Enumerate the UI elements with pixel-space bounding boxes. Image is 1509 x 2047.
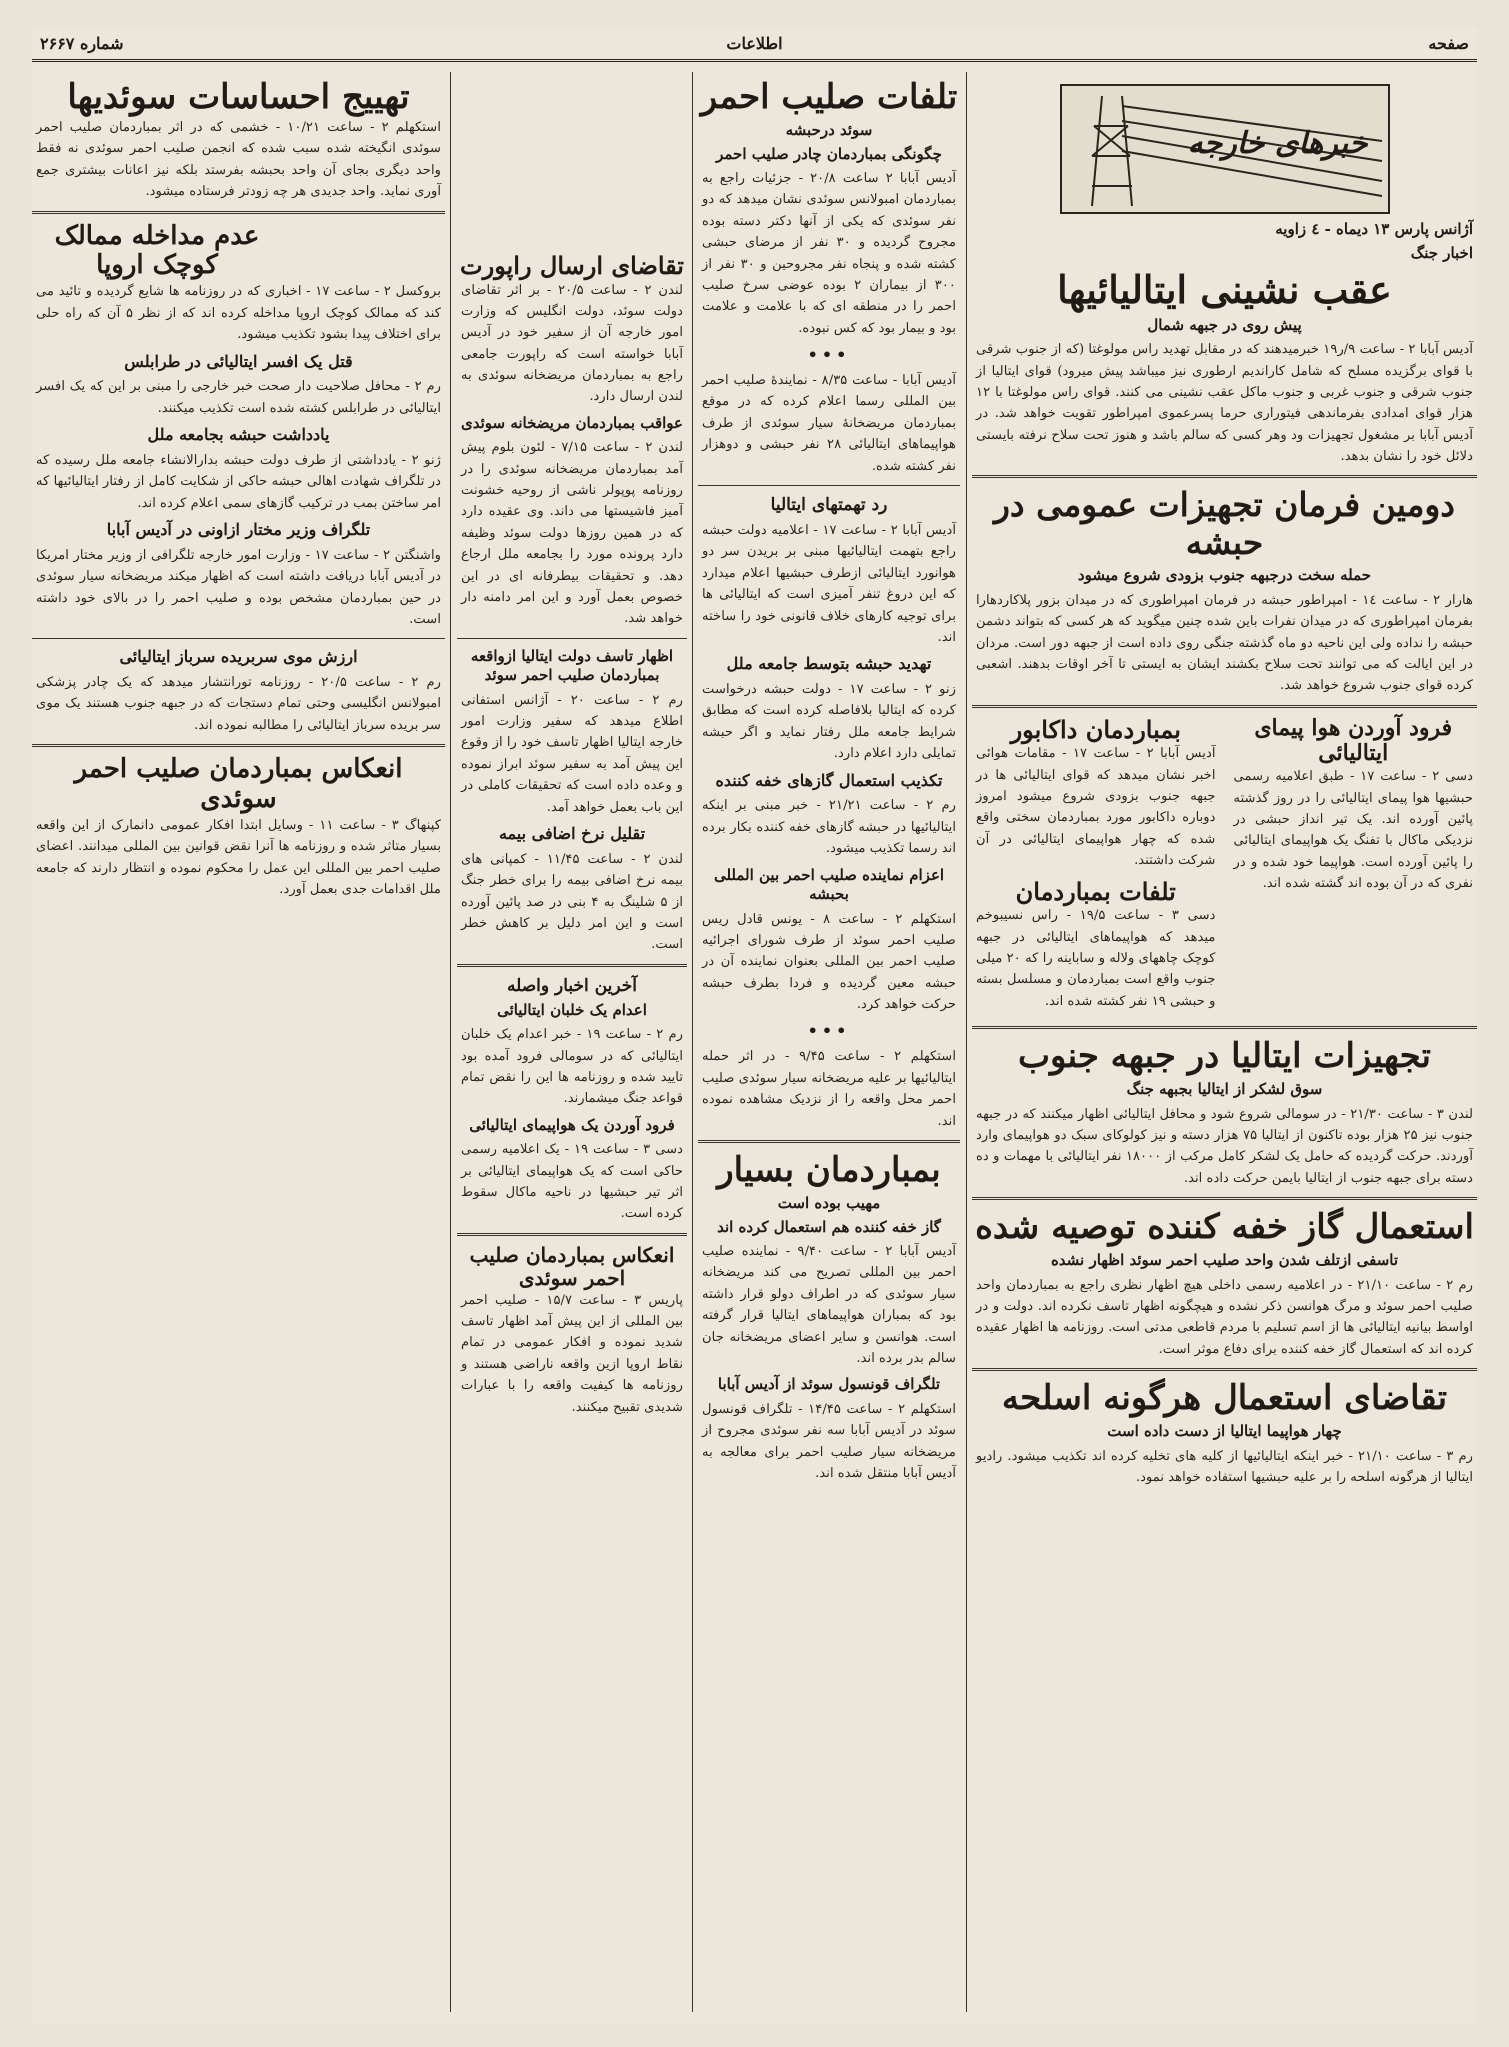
article-body: رم ۲ - ساعت ۲۰ - آژانس استفانی اطلاع میدهد که سفیر وزارت امور خارجه ایتالیا اظهار تاسف خود را از وقوع این پیش آمد به سفیر سوئد ابراز نموده و وعده داده است که تحقیقات کاملی در این باب بعمل خواهد آمد. <box>461 692 683 815</box>
headline: یادداشت حبشه بجامعه ملل <box>147 425 330 445</box>
headline: دومین فرمان تجهیزات عمومی در حبشه <box>993 485 1456 563</box>
headline: تهدید حبشه بتوسط جامعه ملل <box>726 654 932 674</box>
subheadline: سوئد درحبشه <box>785 121 873 140</box>
article-body: پاریس ۳ - ساعت ۱۵/۷ - صلیب احمر بین المللی از این پیش آمد اظهار تاسف شدید نموده و افکار عمومی در تمام نقاط اروپا ازین واقعه ناراضی هستند و روزنامه ها کیفیت واقعه را با عبارات شدیدی تقبیح میکنند. <box>461 1292 683 1415</box>
article-body: رم ۲ - ساعت ۲۱/۱۰ - در اعلامیه رسمی داخلی هیچ اظهار نظری راجع به بمباردمان واحد صلیب احمر سوئد و مرگ هوانسن ذکر نشده و هیچگونه اظهار تاسف نکرده اند. دولت و در اواسط بیانیه ایتالیائی ها از اسم تسلیم با مردم قاطعی مدتی است. روزنامه ها اظهار عقیده کرده اند که استعمال گاز خفه کننده برای دفاع موثر است. <box>976 1277 1473 1357</box>
divider <box>972 705 1477 708</box>
divider <box>457 638 687 639</box>
article-body: استکهلم ۲ - ساعت ۸ - یونس قادل ریس صلیب احمر سوئد از طرف شورای اجرائیه صلیب احمر بین المللی بعنوان نماینده آن در حبشه معین گردیده و فردا بطرف حبشه حرکت خواهد کرد. <box>702 911 956 1013</box>
headline: عدم مداخله ممالک کوچک اروپا <box>54 220 260 281</box>
headline: تقلیل نرخ اضافی بیمه <box>498 823 646 843</box>
headline: تلفات صلیب احمر <box>700 77 958 117</box>
subheadline: تاسفی ازتلف شدن واحد صلیب احمر سوئد اظهار نشده <box>1050 1251 1399 1270</box>
divider <box>972 1368 1477 1371</box>
article-body: لندن ۳ - ساعت ۲۱/۳۰ - در سومالی شروع شود و محافل ایتالیائی اظهار میکنند که در جبهه جنوب نیز ۲۵ هزار بوده تاکنون از ایتالیا ۷۵ هزار دسته و نیز کولوکای سبک دو هواپیمای وارد آوردند. حرکت گردیده که حامل یک لشکر کامل مرکب از ۱۸۰۰۰ نفر ایتالیائی با مهمات و ده دسته برای جبهه جنوب از ایتالیا بایمن حرکت داده اند. <box>976 1106 1474 1186</box>
article-body: کپنهاگ ۳ - ساعت ۱۱ - وسایل ابتدا افکار عمومی دانمارک از این واقعه بسیار متاثر شده و روزنامه ها آنرا نقض قوانین بین المللی میدانند. اعضای صلیب احمر بین المللی این عمل را محکوم نموده و انتظار دارند که جامعه ملل اقدامات جدی بعمل آورد. <box>36 817 441 898</box>
article-body: آدیس آبابا ۲ - ساعت ۹/ر۱۹ خبرمیدهند که در مقابل تهدید راس مولوغتا (که از جنوب شرقی با قوای برگزیده مسلح که شامل کاراندیم ارطوری نیز میباشد پیش میرود) قوای ایتالیا از جنوب شرقی و جنوب غربی و جنوب ماکل عقب نشینی می کنند. قوای راس مولوغتا با ۱۲ هزار قوای امدادی بفرماندهی فیتوراری حرما پسرعموی امپراطور تقویت خواهد شد. در آدیس آبابا بر مشغول تجهیزات ود وهر کسی که سالم باشد و هنوز تحت سلاح نرفته بایستی دلائل خود را نشان بدهد. <box>976 342 1474 465</box>
headline: اعزام نماینده صلیب احمر بین المللی بحبشه <box>713 865 945 904</box>
subheadline: چهار هواپیما ایتالیا از دست داده است <box>1107 1422 1342 1441</box>
headline: تهییج احساسات سوئدیها <box>67 77 410 117</box>
headline: تجهیزات ایتالیا در جبهه جنوب <box>1018 1036 1431 1076</box>
spacer <box>457 72 687 252</box>
subheadline: حمله سخت درجبهه جنوب بزودی شروع میشود <box>1077 566 1372 585</box>
headline: آخرین اخبار واصله <box>507 975 637 996</box>
article-body: رم ۲ - ساعت ۲۰/۵ - روزنامه تورانتشار میدهد که یک چادر پزشکی امبولانس انگلیسی وحتی تمام دستجات که در جبهه جنوب هستند یک موی سر بریده سرباز ایتالیائی را مطالبه نموده اند. <box>36 675 441 733</box>
column-rule <box>692 72 693 2012</box>
headline: تقاضای استعمال هرگونه اسلحه <box>1001 1378 1448 1419</box>
headline: بمباردمان داکابور <box>1010 714 1181 744</box>
article-body: لندن ۲ - ساعت ۷/۱۵ - لئون بلوم پیش آمد بمباردمان مریضخانه سوئدی را در روزنامه پوپولر ناشی از روحیه خشونت آمیز فاشیستها می داند. وی عقیده دارد که در همین روزها دولت سوئد وظیفه دارد پرونده مورد را بجامعه ملل ارجاع دهد. و تحقیقات بیطرفانه ای در این خصوص بعمل آورد و این امر دامنه دار خواهد شد. <box>461 440 684 627</box>
column-reports <box>457 72 687 2012</box>
headline: عواقب بمباردمان مریضخانه سوئدی <box>461 413 683 432</box>
column-rule <box>450 72 451 2012</box>
subheadline: مهیب بوده است <box>777 1194 881 1212</box>
article-body: آدیس آبابا ۲ - ساعت ۱۷ - اعلامیه دولت حبشه راجع بتهمت ایتالیائیها مبنی بر بریدن سر دو هوانورد ایتالیائی ازطرف حبشیها اعلام میدارد که این دروغ تنفر آمیزی است که ایتالیائی ها برای توجیه کارهای خلاف قانونی خود را ساخته اند. <box>702 523 957 645</box>
article-body: استکهلم ۲ - ساعت ۱۰/۲۱ - خشمی که در اثر بمباردمان صلیب احمر سوئدی انگیخته شده سبب شده که انجمن صلیب احمر سوئدی نه فقط واحد دیگری بجای آن واحد بحبشه بفرستد بلکه نیز اعانات بیشتری جمع آوری نماید. واحد جدیدی هر چه زودتر فرستاده میشود. <box>36 120 442 200</box>
headline: فرود آوردن یک هواپیمای ایتالیائی <box>469 1115 675 1134</box>
column-foreign-news <box>972 72 1477 2012</box>
divider <box>972 475 1477 478</box>
headline: تلگراف وزیر مختار ازاونی در آدیس آبابا <box>106 519 371 539</box>
article-body: دسی ۳ - ساعت ۱۹ - یک اعلامیه رسمی حاکی است که یک هواپیمای ایتالیائی بر اثر تیر حبشیها در ناحیه ماکال سقوط کرده است. <box>461 1142 684 1222</box>
headline: قتل یک افسر ایتالیائی در طرابلس <box>124 351 353 371</box>
article-body: آدیس آبابا ۲ - ساعت ۱۷ - مقامات هوائی اخبر نشان میدهد که قوای ایتالیائی ها در جبهه جنوب بزودی شروع میشود امروز دوباره داکابور مورد بمباردمان سختی واقع شده که چهار هواپیمای ایتالیائی در آن شرکت داشتند. <box>976 746 1216 869</box>
headline: انعکاس بمباردمان صلیب احمر سوئدی <box>74 754 403 815</box>
headline: اظهار تاسف دولت ایتالیا ازواقعه بمباردمان صلیب احمر سوئد <box>470 646 674 685</box>
agency-line: آژانس پارس ۱۳ دیماه - ٤ زاویه <box>1275 220 1473 238</box>
column-rule <box>966 72 967 2012</box>
headline: تلفات بمباردمان <box>1015 876 1176 906</box>
headline: انعکاس بمباردمان صلیب احمر سوئدی <box>469 1242 675 1290</box>
page-header <box>32 28 1477 62</box>
article-body: آدیس آبابا - ساعت ۸/۳۵ - نمایندهٔ صلیب احمر بین المللی رسما اعلام کرده که در موقع بمباردمان مریضخانهٔ سیار سوئدی از طرف هواپیماهای ایتالیائی ۲۸ نفر حبشی و دوهزار نفر کشته شده. <box>702 373 956 474</box>
article-body: رم ۲ - ساعت ۱۹ - خبر اعدام یک خلبان ایتالیائی که در سومالی فرود آمده بود تایید شده و روزنامه ها این را نقض تمام قواعد جنگ میشمارند. <box>461 1027 683 1107</box>
separator-dots: ••• <box>807 345 851 365</box>
headline: استعمال گاز خفه کننده توصیه شده <box>975 1207 1474 1248</box>
headline: اعدام یک خلبان ایتالیائی <box>497 1000 647 1019</box>
logo-lettering: خبرهای خارجه <box>1187 126 1368 161</box>
divider <box>972 1197 1477 1200</box>
divider <box>972 1026 1477 1029</box>
divider <box>457 964 687 967</box>
article-body: لندن ۲ - ساعت ۲۰/۵ - بر اثر تقاضای دولت سوئد، دولت انگلیس که وزارت امور خارجه آن از سفیر خود در آدیس آبابا خواسته است که راپورت جامعی راجع به بمباردمان مریضخانه سوئدی به لندن ارسال دارد. <box>461 282 683 405</box>
article-body: آدیس آبابا ۲ ساعت ۲۰/۸ - جزئیات راجع به بمباردمان امبولانس سوئدی نشان میدهد که دو نفر سوئدی که یکی از آنها دکتر دسته بوده مجروح گردیده و ۳۰ نفر از مرضای حبشی کشته شده و پنجاه نفر مجروحین و ۳۰ نفر از ۳۰۰ از بیماران ۲ بوده عوضی سرخ صلیب احمر را در منطقه ای که با علامت و علامت بود و بیمار بود که کس نبوده. <box>702 171 957 336</box>
article-body: رم ۳ - ساعت ۲۱/۱۰ - خبر اینکه ایتالیائیها از کلیه های تخلیه کرده اند تکذیب میشود. رادیو ایتالیا از هرگونه اسلحه را بر علیه حبشیها استفاده خواهد نمود. <box>976 1448 1474 1486</box>
headline: تقاضای ارسال راپورت <box>460 251 684 280</box>
column-red-cross <box>698 72 960 2012</box>
subheadline: سوق لشکر از ایتالیا بجبهه جنگ <box>1126 1080 1323 1099</box>
section-logo <box>1060 84 1390 214</box>
article-body: آدیس آبابا ۲ - ساعت ۹/۴۰ - نماینده صلیب احمر بین المللی تصریح می کند مریضخانه سیار سوئدی که در اطراف دولو قرار داشته بود که بمباران هواپیماهای ایتالیا قرار گرفته است. هوانسن و سایر اعضای مریضخانه جان سالم بدر برده اند. <box>702 1244 956 1366</box>
page-label: صفحه <box>1428 34 1469 53</box>
subheadline: گاز خفه کننده هم استعمال کرده اند <box>717 1217 941 1236</box>
article-body: هارار ۲ - ساعت ۱٤ - امپراطور حبشه در فرمان امپراطوری که در میدان بزور پلاکاردهارا بفرمان امپراطوری که در میدان نفرات باین شده چنین میگوید که هر کسی که بتواند دشمن حبشه را نداده ولی این ناحیه دو ماه گذشته جنگی روی داده است از جبهه دور است. مردان در این ایالت که می توانند تحت سلاح بکشند ایشان به ایستی تا آخر اوقات بدهند. اشعبی کرده قوای جنوب شروع خواهد شد. <box>976 592 1473 694</box>
headline: عقب نشینی ایتالیائیها <box>1057 267 1392 312</box>
headline: فرود آوردن هوا پیمای ایتالیائی <box>1254 714 1453 766</box>
divider <box>698 485 960 486</box>
headline: بمباردمان بسیار <box>717 1149 941 1190</box>
two-column-block <box>972 716 1477 1018</box>
divider <box>32 744 445 747</box>
column-sweden <box>32 72 445 2012</box>
headline: تکذیب استعمال گازهای خفه کننده <box>715 770 943 790</box>
paper-name: اطلاعات <box>726 34 783 53</box>
divider <box>32 211 445 214</box>
separator-dots: ••• <box>807 1021 851 1041</box>
article-body: رم ۲ - ساعت ۲۱/۲۱ - خبر مبنی بر اینکه ایتالیائیها در حبشه گازهای خفه کننده بکار برده اند رسما تکذیب میشود. <box>702 798 956 857</box>
divider <box>457 1233 687 1236</box>
article-body: ژنو ۲ - یادداشتی از طرف دولت حبشه بدارالانشاء جامعه ملل رسیده که در تلگراف شهادت اهالی حبشه حاکی از شکایت کامل از رفتار ایتالیائیها که امر ساختن بمب در ترکیب گازهای سمی اعلام کرده اند. <box>36 452 441 511</box>
subheadline: چگونگی بمباردمان چادر صلیب احمر <box>716 144 942 163</box>
article-body: واشنگتن ۲ - ساعت ۱۷ - وزارت امور خارجه تلگرافی از وزیر مختار امریکا در آدیس آبابا دریافت داشته است که اظهار میکند مریضخانه سیار سوئدی در حین بمباردمان مشخص بوده و صلیب احمر را در بالای خود داشته است. <box>36 547 441 627</box>
issue-label: شماره ۲۶۶۷ <box>40 34 124 53</box>
headline: ارزش موی سربریده سرباز ایتالیائی <box>119 647 358 667</box>
article-body: زنو ۲ - ساعت ۱۷ - دولت حبشه درخواست کرده که ایتالیا بلافاصله کرده است که مطابق شرایط جامعه ملل رفتار نماید و اگر حبشه تمایلی دارد اعلام دارد. <box>702 682 956 762</box>
article-body: دسی ۲ - ساعت ۱۷ - طبق اعلامیه رسمی حبشیها هوا پیمای ایتالیائی را در روز گذشته پائین آورده اند. یک تیر انداز حبشی در نزدیکی ماکال با تفنگ یک هواپیمای ایتالیائی را پائین آورده است. هواپیما خود شده و در نفری که در آن بوده اند گشته شده اند. <box>1233 769 1474 892</box>
newspaper-page <box>32 28 1477 2023</box>
article-body: دسی ۳ - ساعت ۱۹/۵ - راس نسیبوخم میدهد که هواپیماهای ایتالیائی در جبهه کوچک چاههای ولاله و ساباینه را که ۲۰ میلی جنوب واقع است بمباردمان و مسلسل بسته و حبشی ۱۹ نفر کشته شده اند. <box>976 908 1216 1009</box>
divider <box>698 1140 960 1143</box>
article-body: رم ۲ - محافل صلاحیت دار صحت خبر خارجی را مبنی بر این که یک افسر ایتالیائی در طرابلس کشته شده است تکذیب میکنند. <box>36 379 442 416</box>
article-body: بروکسل ۲ - ساعت ۱۷ - اخباری که در روزنامه ها شایع گردیده و تائید می کند که ممالک کوچک اروپا مداخله کرده اند که از نظر ۵ آن که راه حلی برای اختلاف پیدا بشود تکذیب میشود. <box>36 284 442 343</box>
subheadline: پیش روی در جبهه شمال <box>1147 315 1302 334</box>
headline: رد تهمتهای ایتالیا <box>770 494 888 515</box>
article-body: استکهلم ۲ - ساعت ۱۴/۴۵ - تلگراف قونسول سوئد در آدیس آبابا سه نفر سوئدی مجروح از مریضخانه سیار صلیب احمر برای معالجه به آدیس آبابا منتقل شده اند. <box>702 1401 956 1481</box>
article-body: لندن ۲ - ساعت ۱۱/۴۵ - کمپانی های بیمه نرخ اضافی بیمه را برای خطر جنگ از ۵ شلینگ به ۴ بنی در صد پائین آورده است و این امر دلیل بر کاهش خطر است. <box>461 851 684 953</box>
headline: تلگراف قونسول سوئد از آدیس آبابا <box>717 1375 941 1394</box>
war-news-label: اخبار جنگ <box>1410 244 1473 262</box>
article-body: استکهلم ۲ - ساعت ۹/۴۵ - در اثر حمله ایتالیائیها بر علیه مریضخانه سیار سوئدی صلیب احمر محل واقعه را از نزدیک مشاهده نموده اند. <box>702 1049 956 1129</box>
divider <box>32 638 445 639</box>
